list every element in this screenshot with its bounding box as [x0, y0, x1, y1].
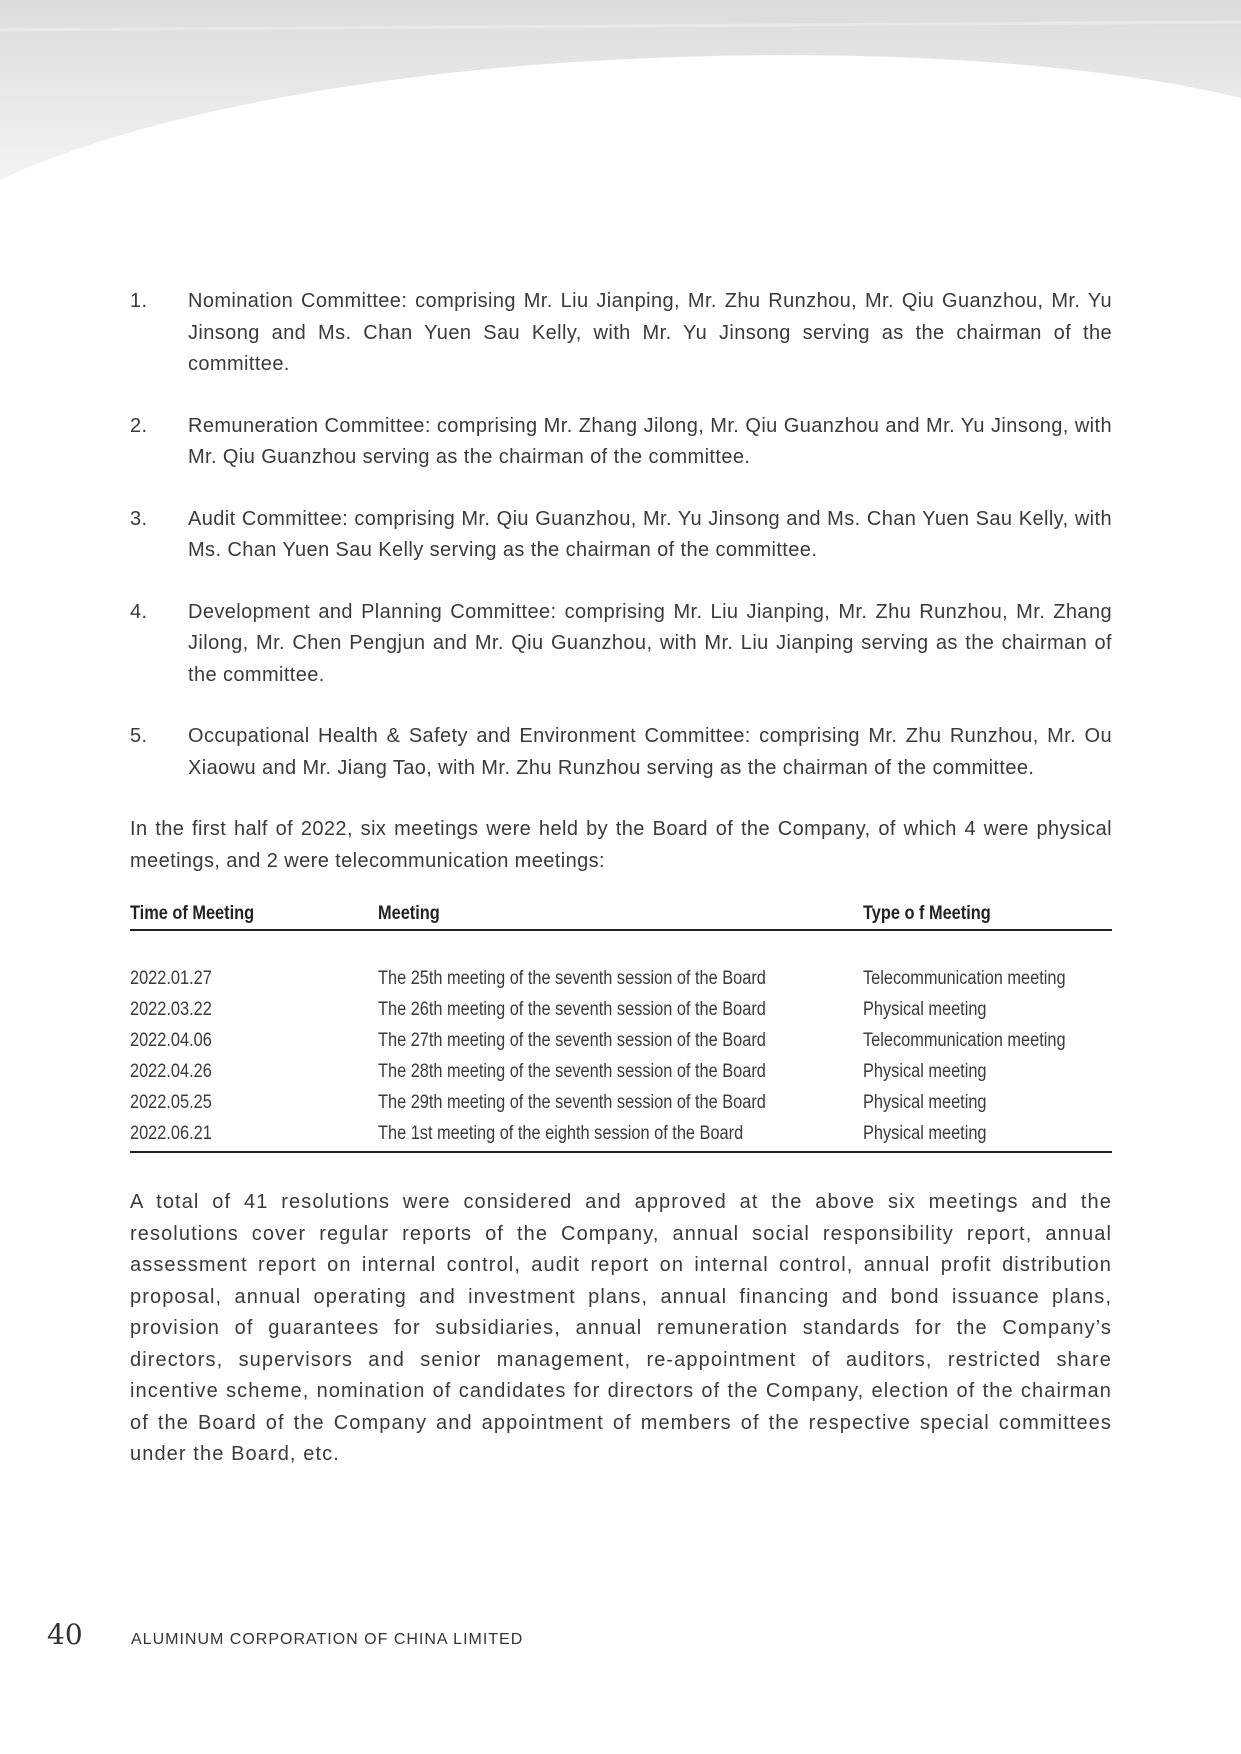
table-body: [130, 931, 1112, 1151]
header-type-of-meeting: Type o f Meeting: [863, 903, 991, 924]
meetings-table: [130, 903, 1112, 1153]
cell-time: 2022.04.06: [130, 1030, 212, 1051]
table-row: [130, 994, 1112, 1025]
list-item: [130, 597, 1112, 692]
table-row: [130, 1087, 1112, 1118]
header-time-of-meeting: Time of Meeting: [130, 903, 255, 924]
meetings-intro-paragraph: In the first half of 2022, six meetings were held by the Board of the Company, of which 4 were physical meetings, and 2 were telecommunication meetings:: [130, 818, 1112, 872]
list-item-number: 4.: [130, 600, 148, 623]
cell-time: 2022.01.27: [130, 968, 212, 989]
list-item: [130, 504, 1112, 567]
cell-meeting: The 29th meeting of the seventh session of the Board: [378, 1092, 766, 1113]
list-item: [130, 411, 1112, 474]
header-swoosh-decoration: [0, 0, 1241, 200]
cell-type: Physical meeting: [863, 1061, 987, 1082]
table-row: [130, 1025, 1112, 1056]
cell-type: Physical meeting: [863, 1092, 987, 1113]
cell-meeting: The 25th meeting of the seventh session of the Board: [378, 968, 766, 989]
table-row: [130, 1118, 1112, 1149]
committee-list: [130, 286, 1112, 784]
list-item-number: 1.: [130, 290, 148, 312]
cell-type: Telecommunication meeting: [863, 1030, 1066, 1051]
list-item-text: Audit Committee: comprising Mr. Qiu Guanzhou, Mr. Yu Jinsong and Ms. Chan Yuen Sau Kelly, with Ms. Chan Yuen Sau Kelly serving as the chairman of the committee.: [188, 507, 1112, 561]
list-item-text: Nomination Committee: comprising Mr. Liu Jianping, Mr. Zhu Runzhou, Mr. Qiu Guanzhou, Mr. Yu Jinsong and Ms. Chan Yuen Sau Kelly, with Mr. Yu Jinsong serving as the chairman of the committee.: [188, 290, 1112, 375]
list-item-number: 5.: [130, 725, 148, 747]
cell-type: Physical meeting: [863, 999, 987, 1020]
cell-meeting: The 28th meeting of the seventh session of the Board: [378, 1061, 766, 1082]
list-item-number: 3.: [130, 507, 148, 530]
list-item-text: Occupational Health & Safety and Environment Committee: comprising Mr. Zhu Runzhou, Mr. Ou Xiaowu and Mr. Jiang Tao, with Mr. Zhu Runzhou serving as the chairman of the committee.: [188, 725, 1112, 779]
main-content: [130, 286, 1112, 1491]
list-item: [130, 721, 1112, 784]
table-row: [130, 963, 1112, 994]
table-row: [130, 1056, 1112, 1087]
list-item-text: Remuneration Committee: comprising Mr. Zhang Jilong, Mr. Qiu Guanzhou and Mr. Yu Jinsong, with Mr. Qiu Guanzhou serving as the chairman of the committee.: [188, 414, 1112, 468]
cell-time: 2022.04.26: [130, 1061, 212, 1082]
list-item: [130, 286, 1112, 381]
list-item-number: 2.: [130, 414, 148, 437]
cell-time: 2022.03.22: [130, 999, 212, 1020]
resolutions-paragraph: A total of 41 resolutions were considered and approved at the above six meetings and the resolutions cover regular reports of the Company, annual social responsibility report, annual assessment report on internal control, audit report on internal control, annual profit distribution proposal, annual operating and investment plans, annual financing and bond issuance plans, provision of guarantees for subsidiaries, annual remuneration standards for the Company’s directors, supervisors and senior management, re-appointment of auditors, restricted share incentive scheme, nomination of candidates for directors of the Company, election of the chairman of the Board of the Company and appointment of members of the respective special committees under the Board, etc.: [130, 1191, 1112, 1465]
cell-meeting: The 1st meeting of the eighth session of the Board: [378, 1123, 744, 1144]
table-header: [130, 903, 1112, 931]
cell-meeting: The 27th meeting of the seventh session of the Board: [378, 1030, 766, 1051]
header-meeting: Meeting: [378, 903, 440, 924]
cell-type: Telecommunication meeting: [863, 968, 1066, 989]
cell-time: 2022.06.21: [130, 1123, 212, 1144]
page-number: 40: [47, 1618, 83, 1651]
company-name: ALUMINUM CORPORATION OF CHINA LIMITED: [131, 1631, 524, 1648]
cell-meeting: The 26th meeting of the seventh session of the Board: [378, 999, 766, 1020]
cell-time: 2022.05.25: [130, 1092, 212, 1113]
cell-type: Physical meeting: [863, 1123, 987, 1144]
list-item-text: Development and Planning Committee: comprising Mr. Liu Jianping, Mr. Zhu Runzhou, Mr. Zhang Jilong, Mr. Chen Pengjun and Mr. Qiu Guanzhou, with Mr. Liu Jianping serving as the chairman of the committee.: [188, 600, 1112, 686]
page-footer: [47, 1618, 523, 1651]
